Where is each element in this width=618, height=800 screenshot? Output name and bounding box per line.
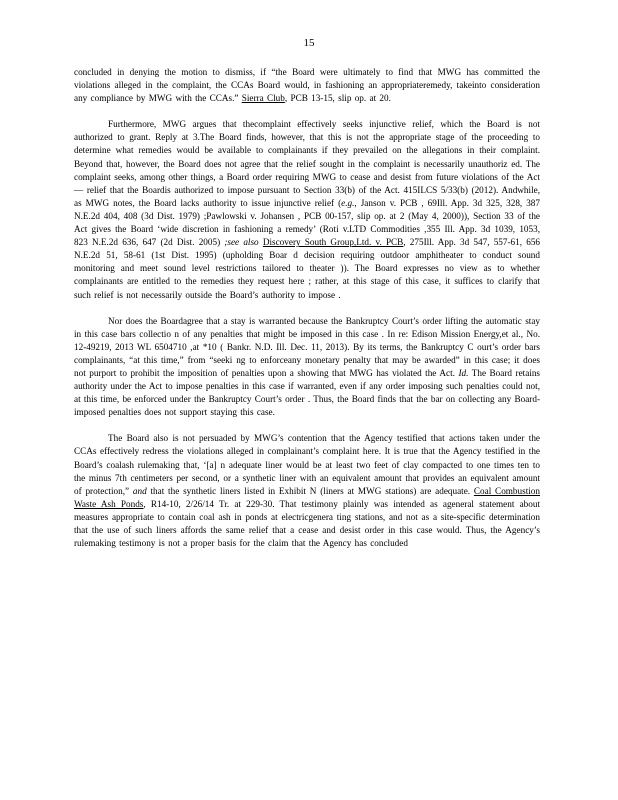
case-citation: Coal Combustion Waste Ash Ponds — [74, 485, 540, 509]
paragraph-1 — [74, 66, 540, 105]
case-citation: Sierra Club — [241, 93, 285, 104]
text-run: , PCB 13-15, slip op. at 20. — [284, 93, 391, 104]
italic-signal: ;see also — [224, 237, 259, 248]
paragraph-2 — [74, 118, 540, 301]
paragraph-4 — [74, 432, 540, 550]
text-run: , 275Ill. App. 3d 547, 557-61, 656 N.E.2d 51, 58-61 (1st Dist. 1995) (upholding Boar d decision requiring outdoor amphitheater to conduct sound monitoring and meet sound level restrictions tailored to theater )). The Board expresses no view as to whether complainants are entitled to the remedies they request here ; rather, at this stage of this case, it suffices to clarify that such relief is not necessarily outside the Board’s authority to impose . — [74, 237, 541, 300]
text-run: Nor does the Boardagree that a stay is warranted because the Bankruptcy Court’s order lifting the automatic stay in this case bars collectio n of any penalties that might be imposed in this case . In re: Edison Mission Energy,et al., No. 12-49219, 2013 WL 6504710 ,at *10 ( Bankr. N.D. Ill. Dec. 11, 2013). By its terms, the Bankruptcy C ourt’s order bars complainants, “at this time,” from “seeki ng to enforceany monetary penalty that may be awarded” in this case; it does not purport to prohibit the imposition of penalties upon a showing that MWG has violated the Act. — [74, 315, 540, 378]
text-run: The Board also is not persuaded by MWG’s contention that the Agency testified that actions taken under the CCAs effectively redress the violations alleged in complainant’s complaint here. It is true that the Agency testified in the Board’s coalash rulemaking that, ‘[a] n adequate liner would be at least two feet of clay compacted to one times ten to the minus 7th centimeters per second, or a synthetic liner with an equivalent amount that provides an equivalent amount of protection,” — [74, 433, 540, 496]
text-run: , R14-10, 2/26/14 Tr. at 229-30. That testimony plainly was intended as ageneral statement about measures appropriate to contain coal ash in ponds at electricgenera ting stations, and not as a site-specific determination that the use of such liners affords the same relief that a cease and desist order in this case would. Thus, the Agency’s rulemaking testimony is not a proper basis for the claim that the Agency has concluded — [74, 498, 540, 549]
italic-signal: and — [132, 485, 147, 496]
page-number: 15 — [303, 37, 315, 49]
text-run: that the synthetic liners listed in Exhibit N (liners at MWG stations) are adequate. — [146, 485, 474, 496]
text-run: , Janson v. PCB , 69Ill. App. 3d 325, 328, 387 N.E.2d 404, 408 (3d Dist. 1979) ;Pawlowski v. Johansen , PCB 00-157, slip op. at 2 (May 4, 2000)), Section 33 of the Act gives the Board ‘wide discretion in fashioning a remedy’ (Roti v.LTD Commodities ,355 Ill. App. 3d 1039, 1053, 823 N.E.2d 636, 647 (2d Dist. 2005) — [74, 197, 540, 248]
case-citation: Discovery South Group,Ltd. v. PCB — [262, 237, 404, 248]
paragraph-3 — [74, 315, 540, 420]
text-run: Furthermore, MWG argues that thecomplaint effectively seeks injunctive relief, which the Board is not authorized to grant. Reply at 3.The Board finds, however, that this is not the appropriate stage of the proceeding to determine what remedies would be available to complainants if they prevailed on the allegations in their complaint. Beyond that, however, the Board does not agree that the relief sought in the complaint is necessarily unauthoriz ed. The complaint seeks, among other things, a Board order requiring MWG to cease and desist from future violations of the Act — relief that the Boardis authorized to impose pursuant to Section 33(b) of the Act. 415ILCS 5/33(b) (2012). Andwhile, as MWG notes, the Board lacks authority to issue injunctive relief ( — [74, 119, 540, 208]
text-run: concluded in denying the motion to dismiss, if “the Board were ultimately to find that MWG has committed the violations alleged in the complaint, the CCAs Board would, in fashioning an appropriateremedy, takeinto consideration any compliance by MWG with the CCAs.” — [74, 67, 540, 104]
italic-signal: Id. — [458, 367, 469, 378]
body-text — [74, 66, 540, 563]
italic-signal: e.g. — [341, 197, 355, 208]
text-run: The Board retains authority under the Act to impose penalties in this case if warranted, even if any order imposing such penalties could not, at this time, be enforced under the Bankruptcy Court’s order . Thus, the Board finds that the bar on collecting any Board-imposed penalties does not support staying this case. — [74, 367, 541, 418]
